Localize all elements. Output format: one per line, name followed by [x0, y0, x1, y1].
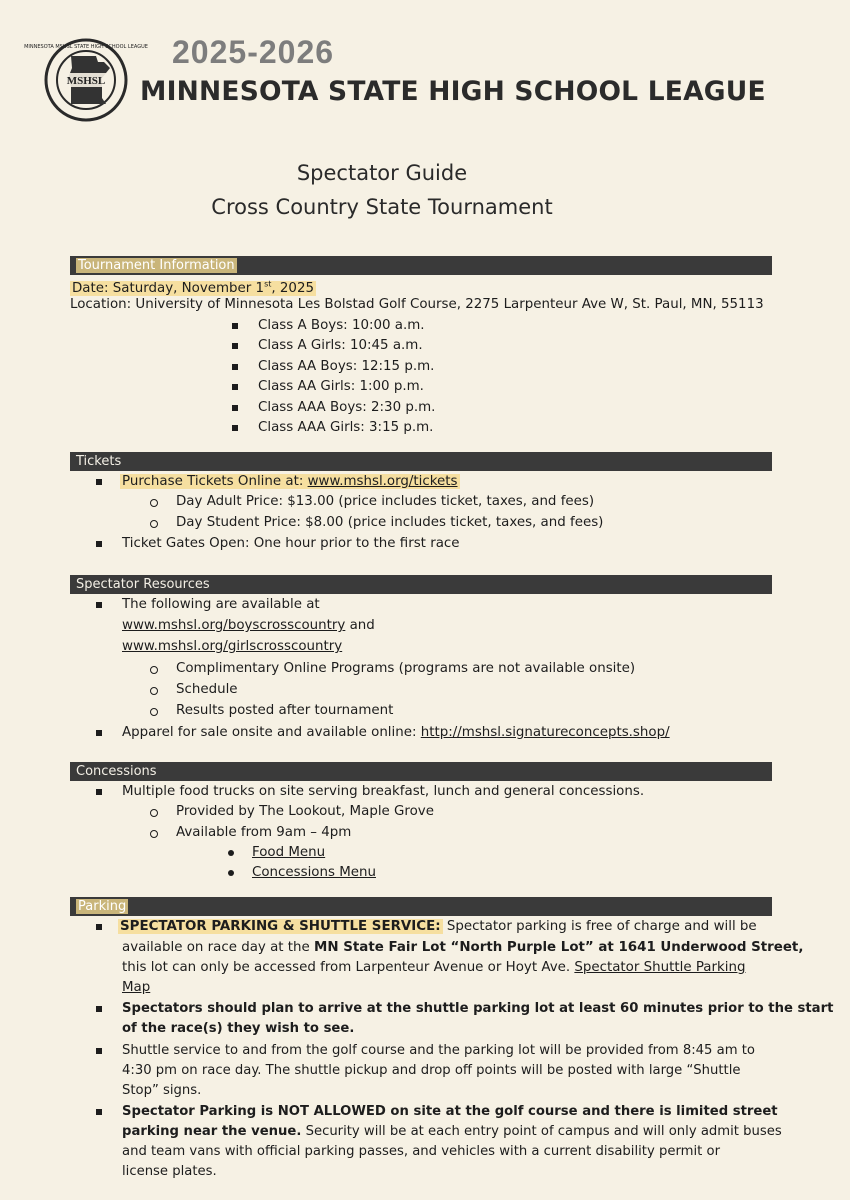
race-time: Class A Girls: 10:45 a.m. — [258, 338, 423, 353]
bullet-square — [232, 343, 238, 349]
concessions-menu-line — [252, 864, 376, 882]
section-heading: Tournament Information — [78, 258, 235, 273]
race-time: Class AA Girls: 1:00 p.m. — [258, 379, 424, 394]
bullet-square — [96, 1048, 102, 1054]
resources-boys-line — [122, 617, 375, 635]
arrive-early-line-1: Spectators should plan to arrive at the shuttle parking lot at least 60 minutes prior to the start — [122, 1001, 834, 1016]
parking-text: Spectator parking is free of charge and will be — [442, 919, 757, 934]
food-menu-link[interactable]: Food Menu — [252, 845, 326, 860]
resource-item: Complimentary Online Programs (programs are not available onsite) — [176, 661, 636, 676]
bullet-square — [96, 924, 102, 930]
concessions-hours: Available from 9am – 4pm — [176, 825, 352, 840]
date-sup: st — [264, 280, 272, 289]
girls-xc-link[interactable]: www.mshsl.org/girlscrosscountry — [122, 639, 343, 654]
concessions-main: Multiple food trucks on site serving breakfast, lunch and general concessions. — [122, 784, 645, 799]
concessions-provider: Provided by The Lookout, Maple Grove — [176, 804, 434, 819]
parking-lot-name: MN State Fair Lot “North Purple Lot” at 1641 Underwood Street, — [314, 940, 804, 955]
parking-line-1 — [118, 918, 757, 936]
resource-item: Schedule — [176, 682, 238, 697]
bullet-circle — [150, 830, 158, 838]
no-parking-line-1: Spectator Parking is NOT ALLOWED on site at the golf course and there is limited street — [122, 1104, 778, 1119]
parking-text: available on race day at the — [122, 940, 315, 955]
bullet-circle — [150, 708, 158, 716]
league-name: MINNESOTA STATE HIGH SCHOOL LEAGUE — [140, 76, 766, 107]
parking-line-4 — [122, 979, 150, 997]
bullet-square — [232, 384, 238, 390]
section-heading: Tickets — [76, 454, 122, 469]
bullet-circle — [150, 809, 158, 817]
security-text: Security will be at each entry point of campus and will only admit buses — [301, 1124, 782, 1139]
purchase-label: Purchase Tickets Online at: — [122, 474, 308, 489]
bullet-square — [232, 364, 238, 370]
shuttle-map-link[interactable]: Spectator Shuttle Parking — [574, 960, 746, 975]
parking-line-2 — [122, 939, 803, 957]
parking-text: this lot can only be accessed from Larpenteur Avenue or Hoyt Ave. — [122, 960, 575, 975]
section-heading: Parking — [78, 899, 127, 914]
resources-intro: The following are available at — [122, 597, 320, 612]
no-parking-line-3: and team vans with official parking passes, and vehicles with a current disability permit or — [122, 1144, 721, 1159]
bullet-circle — [150, 666, 158, 674]
and-text: and — [345, 618, 375, 633]
apparel-line — [122, 724, 670, 742]
purchase-highlight — [120, 474, 460, 489]
shuttle-map-link-cont[interactable]: Map — [122, 980, 151, 995]
section-heading: Concessions — [76, 764, 157, 779]
tournament-title: Cross Country State Tournament — [211, 195, 553, 219]
tournament-location: Location: University of Minnesota Les Bolstad Golf Course, 2275 Larpenteur Ave W, St. Paul, MN, 55113 — [70, 297, 764, 312]
food-menu-line — [252, 844, 325, 862]
bullet-circle — [150, 687, 158, 695]
season-year: 2025-2026 — [172, 34, 335, 70]
bullet-square — [232, 405, 238, 411]
race-time: Class AAA Boys: 2:30 p.m. — [258, 400, 436, 415]
section-parking — [70, 897, 772, 916]
bullet-square — [96, 789, 102, 795]
parking-line-3 — [122, 959, 745, 977]
section-concessions — [70, 762, 772, 781]
section-tickets — [70, 452, 772, 471]
date-text: Date: Saturday, November 1 — [72, 281, 265, 297]
mshsl-logo — [24, 38, 148, 122]
guide-title: Spectator Guide — [296, 161, 468, 185]
purchase-tickets — [120, 473, 460, 491]
concessions-menu-link[interactable]: Concessions Menu — [252, 865, 376, 880]
bullet-dot — [228, 850, 234, 856]
arrive-early-line-2: of the race(s) they wish to see. — [122, 1021, 355, 1036]
boys-xc-link[interactable]: www.mshsl.org/boyscrosscountry — [122, 618, 346, 633]
race-time: Class AAA Girls: 3:15 p.m. — [258, 420, 434, 435]
resources-girls-line — [122, 638, 342, 656]
bullet-square — [96, 730, 102, 736]
bullet-square — [96, 1109, 102, 1115]
apparel-link[interactable]: http://mshsl.signatureconcepts.shop/ — [420, 725, 670, 740]
resource-item: Results posted after tournament — [176, 703, 394, 718]
race-time: Class A Boys: 10:00 a.m. — [258, 318, 425, 333]
shuttle-line-2: 4:30 pm on race day. The shuttle pickup and drop off points will be posted with large “Shuttle — [122, 1063, 741, 1078]
section-heading: Spectator Resources — [76, 577, 210, 592]
bullet-square — [96, 541, 102, 547]
bullet-square — [96, 1006, 102, 1012]
student-price: Day Student Price: $8.00 (price includes ticket, taxes, and fees) — [176, 515, 604, 530]
bullet-circle — [150, 520, 158, 528]
tickets-link[interactable]: www.mshsl.org/tickets — [307, 474, 458, 489]
race-time: Class AA Boys: 12:15 p.m. — [258, 359, 435, 374]
apparel-label: Apparel for sale onsite and available online: — [122, 725, 421, 740]
logo-mark-text: MSHSL — [66, 75, 106, 87]
date-year: , 2025 — [271, 281, 314, 297]
section-tournament-info — [70, 256, 772, 275]
parking-shuttle-heading: SPECTATOR PARKING & SHUTTLE SERVICE: — [120, 919, 441, 934]
bullet-square — [96, 479, 102, 485]
adult-price: Day Adult Price: $13.00 (price includes ticket, taxes, and fees) — [176, 494, 595, 509]
bullet-square — [96, 602, 102, 608]
no-parking-line-2 — [122, 1123, 782, 1141]
no-parking-bold: parking near the venue. — [122, 1124, 302, 1139]
shuttle-line-3: Stop” signs. — [122, 1083, 202, 1098]
no-parking-line-4: license plates. — [122, 1164, 217, 1179]
logo-ring-text: MINNESOTA MSHSL STATE HIGH SCHOOL LEAGUE — [24, 44, 148, 50]
section-resources — [70, 575, 772, 594]
bullet-square — [232, 425, 238, 431]
bullet-square — [232, 323, 238, 329]
ticket-gates: Ticket Gates Open: One hour prior to the first race — [122, 536, 460, 551]
bullet-circle — [150, 499, 158, 507]
date-highlight — [70, 281, 316, 296]
shuttle-line-1: Shuttle service to and from the golf course and the parking lot will be provided from 8:45 am to — [122, 1043, 755, 1058]
bullet-dot — [228, 870, 234, 876]
